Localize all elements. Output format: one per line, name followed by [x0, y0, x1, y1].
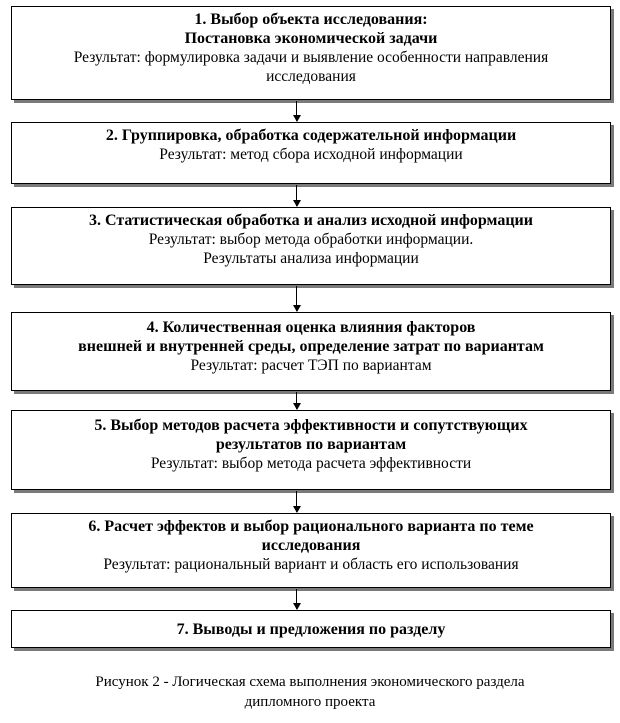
arrow-4-5 — [296, 392, 297, 409]
step-2-box — [11, 122, 611, 184]
arrow-6-7 — [296, 589, 297, 609]
figure-caption-line1: Рисунок 2 - Логическая схема выполнения экономического раздела — [95, 674, 525, 690]
step-2-title-line1: 2. Группировка, обработка содержательной информации — [105, 127, 517, 144]
step-7-box — [11, 610, 611, 648]
step-3-box — [11, 207, 611, 285]
step-4-title-line2: внешней и внутренней среды, определение затрат по вариантам — [78, 338, 544, 355]
step-1-title-line2: Постановка экономической задачи — [184, 30, 438, 47]
step-6-result-line1: Результат: рациональный вариант и область его использования — [103, 556, 519, 573]
step-4-box — [11, 312, 611, 391]
figure-caption-line2: дипломного проекта — [244, 694, 376, 710]
step-1-result-line2: исследования — [266, 68, 356, 85]
arrow-1-2 — [296, 101, 297, 121]
step-6-title-line2: исследования — [261, 537, 361, 554]
step-7-title-line1: 7. Выводы и предложения по разделу — [176, 621, 446, 638]
step-5-result-line1: Результат: выбор метода расчета эффективности — [150, 455, 472, 472]
step-3-result-line1: Результат: выбор метода обработки информации. — [148, 231, 474, 248]
step-3-result-line2: Результаты анализа информации — [203, 250, 419, 267]
step-5-title-line1: 5. Выбор методов расчета эффективности и сопутствующих — [94, 417, 528, 434]
arrow-3-4 — [296, 286, 297, 311]
arrow-2-3 — [296, 185, 297, 206]
figure-caption — [0, 672, 620, 712]
step-3-title-line1: 3. Статистическая обработка и анализ исходной информации — [89, 212, 533, 229]
step-2-result-line1: Результат: метод сбора исходной информации — [159, 146, 463, 163]
step-1-title-line1: 1. Выбор объекта исследования: — [194, 11, 428, 28]
step-4-result-line1: Результат: расчет ТЭП по вариантам — [190, 357, 432, 374]
step-6-title-line1: 6. Расчет эффектов и выбор рационального варианта по теме — [88, 518, 534, 535]
step-1-result-line1: Результат: формулировка задачи и выявление особенности направления — [73, 49, 549, 66]
step-6-box — [11, 513, 611, 588]
arrow-5-6 — [296, 491, 297, 512]
step-5-title-line2: результатов по вариантам — [215, 436, 407, 453]
step-4-title-line1: 4. Количественная оценка влияния факторов — [146, 319, 476, 336]
step-5-box — [11, 410, 611, 490]
step-1-box — [11, 6, 611, 100]
